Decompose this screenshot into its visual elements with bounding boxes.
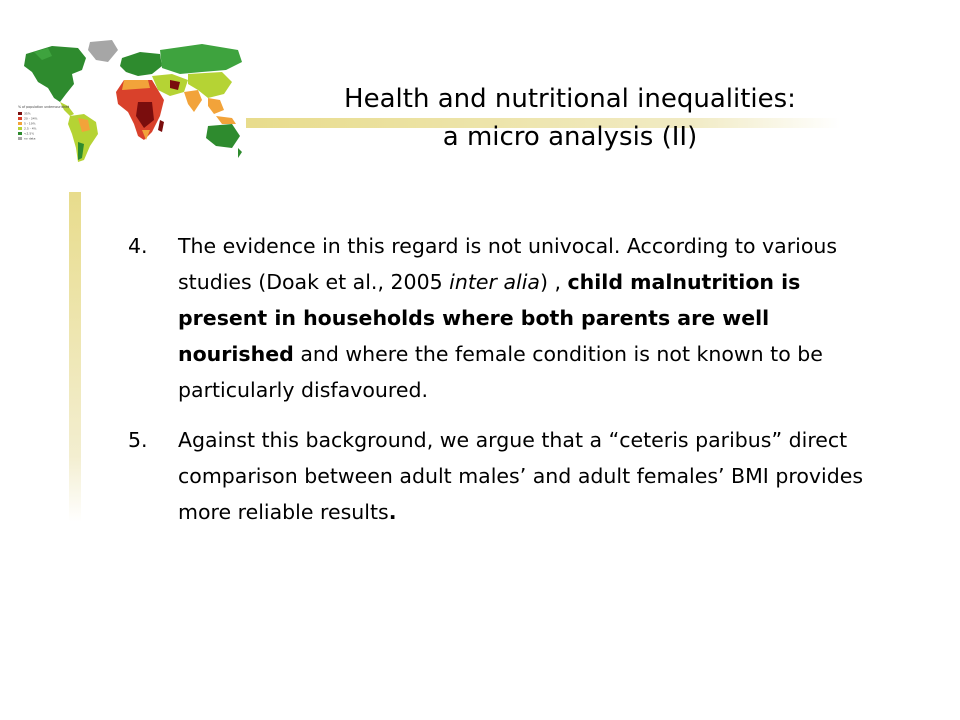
svg-text:35%: 35% [24, 111, 31, 116]
item-4-text-a: The evidence in this regard is not univocal. According to various studies (Doak et al., 2005 [178, 234, 838, 294]
list-item-text [178, 228, 868, 408]
list-item-4 [128, 228, 868, 408]
svg-text:20 - 34%: 20 - 34% [24, 116, 38, 121]
list-item-number: 5. [128, 428, 148, 452]
slide-body [128, 228, 868, 544]
svg-text:<2.5%: <2.5% [24, 131, 35, 136]
map-legend [18, 105, 69, 141]
item-4-text-c: and where the female condition is not known to be particularly disfavoured. [178, 342, 823, 402]
svg-text:2.5 - 4%: 2.5 - 4% [24, 126, 37, 131]
list-item-number: 4. [128, 234, 148, 258]
map-legend-title: % of population undernourished [18, 105, 70, 109]
world-hunger-map [12, 36, 248, 166]
item-5-text-a: Against this background, we argue that a “ceteris paribus” direct comparison between adult males’ and adult females’ BMI provides more reliable results [178, 428, 864, 524]
list-item-text [178, 422, 868, 530]
item-4-bold: child malnutrition is present in households where both parents are well nourished [178, 270, 801, 366]
svg-text:5 - 19%: 5 - 19% [24, 121, 36, 126]
slide-title-line-1: Health and nutritional inequalities: [344, 84, 796, 114]
item-4-italic: inter alia [449, 270, 540, 294]
item-4-text-b: ) , [539, 270, 568, 294]
slide-title-line-2: a micro analysis (II) [442, 122, 698, 152]
content-accent-bar [69, 192, 81, 522]
list-item-5 [128, 422, 868, 530]
svg-text:no data: no data [24, 136, 36, 141]
item-5-bold-end: . [388, 500, 397, 524]
slide-title [260, 80, 880, 156]
